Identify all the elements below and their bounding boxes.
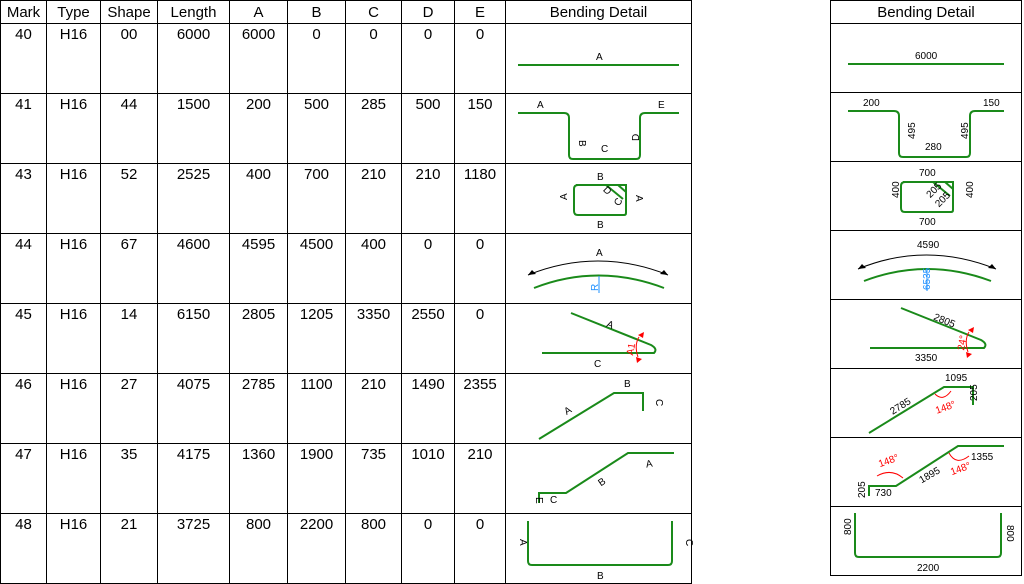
header-bending-detail-dims: Bending Detail (831, 1, 1022, 24)
cell-type: H16 (47, 374, 101, 444)
label-a: A (562, 404, 574, 418)
cell-b: 1900 (288, 444, 346, 514)
dim-right: 800 (1004, 525, 1015, 542)
bending-detail-cell (506, 24, 692, 94)
cell-mark: 45 (1, 304, 47, 374)
cell-c: 210 (346, 374, 402, 444)
dim-arc: 4590 (917, 240, 940, 251)
dim-top: 700 (919, 168, 936, 179)
dim-b: 495 (907, 122, 918, 139)
cell-d: 0 (402, 234, 455, 304)
dim-b: 1895 (917, 465, 943, 487)
table-header-row (1, 1, 692, 24)
bending-detail-cell (506, 374, 692, 444)
dim-diag2: 205 (933, 190, 953, 210)
cell-length: 2525 (158, 164, 230, 234)
header-d: D (402, 1, 455, 24)
cell-type: H16 (47, 234, 101, 304)
bar-line (539, 453, 674, 503)
table-row (831, 93, 1022, 162)
cell-e: 0 (455, 304, 506, 374)
cell-a: 1360 (230, 444, 288, 514)
cell-type: H16 (47, 304, 101, 374)
dimension-diagram-35 (831, 438, 1021, 506)
header-length: Length (158, 1, 230, 24)
table-row (831, 369, 1022, 438)
cell-e: 150 (455, 94, 506, 164)
table-row (1, 374, 692, 444)
header-e: E (455, 1, 506, 24)
table-row (831, 24, 1022, 93)
bar-line (539, 393, 643, 439)
dimension-diagram-44 (831, 93, 1021, 161)
shape-diagram-44 (506, 95, 691, 163)
dimension-diagram-27 (831, 369, 1021, 437)
table-row (1, 164, 692, 234)
label-r: R (590, 283, 601, 291)
table-header-row (831, 1, 1022, 24)
cell-type: H16 (47, 24, 101, 94)
cell-a: 200 (230, 94, 288, 164)
cell-c: 0 (346, 24, 402, 94)
dimension-diagram-14 (831, 300, 1021, 368)
label-angle: A1 (625, 341, 639, 356)
dimension-detail-cell (831, 507, 1022, 576)
cell-type: H16 (47, 94, 101, 164)
table-row (1, 444, 692, 514)
dim-diag1: 205 (924, 180, 945, 201)
shape-diagram-14 (506, 305, 691, 373)
dimension-detail-cell (831, 369, 1022, 438)
header-mark: Mark (1, 1, 47, 24)
table-row (1, 234, 692, 304)
label-c: C (683, 538, 694, 546)
cell-length: 1500 (158, 94, 230, 164)
dimension-detail-cell (831, 162, 1022, 231)
label-b: B (597, 171, 604, 183)
cell-shape: 21 (101, 514, 158, 584)
dim-c: 730 (875, 488, 892, 499)
dim-bottom: 2200 (917, 563, 940, 574)
shape-diagram-27 (506, 375, 691, 443)
cell-type: H16 (47, 444, 101, 514)
dimension-detail-cell (831, 300, 1022, 369)
label-a: A (517, 538, 528, 546)
bending-detail-cell (506, 234, 692, 304)
bar-line (542, 313, 655, 356)
label-a2: A (633, 194, 644, 202)
cell-length: 3725 (158, 514, 230, 584)
cell-shape: 00 (101, 24, 158, 94)
label-a: A (596, 247, 603, 259)
dim-c: 3350 (915, 353, 938, 364)
dim-angle-2: 148° (949, 460, 973, 479)
label-d: D (600, 184, 614, 198)
dimension-arc (858, 255, 996, 269)
table-row (831, 162, 1022, 231)
dimension-arrows (528, 270, 668, 275)
cell-mark: 41 (1, 94, 47, 164)
cell-c: 210 (346, 164, 402, 234)
header-type: Type (47, 1, 101, 24)
label-a: A (537, 99, 544, 111)
cell-shape: 44 (101, 94, 158, 164)
cell-type: H16 (47, 164, 101, 234)
label-b: B (596, 475, 609, 489)
dimension-detail-cell (831, 438, 1022, 507)
label-b2: B (597, 219, 604, 231)
bar-line (518, 113, 679, 159)
cell-type: H16 (47, 514, 101, 584)
shape-diagram-67 (506, 235, 691, 303)
table-row (1, 24, 692, 94)
header-c: C (346, 1, 402, 24)
dim-angle-1: 148° (877, 452, 901, 471)
dim-d: 495 (960, 122, 971, 139)
cell-e: 0 (455, 514, 506, 584)
dim-e: 150 (983, 98, 1000, 109)
cell-b: 700 (288, 164, 346, 234)
shape-diagram-00 (506, 25, 691, 93)
cell-c: 3350 (346, 304, 402, 374)
header-bending-detail: Bending Detail (506, 1, 692, 24)
cell-b: 0 (288, 24, 346, 94)
table-row (1, 514, 692, 584)
cell-c: 285 (346, 94, 402, 164)
dimension-detail-cell (831, 24, 1022, 93)
dimension-arc (528, 261, 668, 275)
dim-angle: 24° (956, 334, 970, 352)
table-row (831, 507, 1022, 576)
label-c: C (612, 195, 626, 208)
cell-a: 4595 (230, 234, 288, 304)
bending-detail-cell (506, 444, 692, 514)
dim-a: 6000 (915, 51, 938, 62)
bending-detail-cell (506, 94, 692, 164)
dim-bottom: 700 (919, 217, 936, 228)
cell-a: 2805 (230, 304, 288, 374)
cell-e: 0 (455, 24, 506, 94)
cell-d: 0 (402, 514, 455, 584)
bar-line (528, 521, 672, 565)
label-b: B (576, 139, 587, 147)
label-a: A (604, 318, 616, 332)
bending-detail-cell (506, 304, 692, 374)
cell-shape: 52 (101, 164, 158, 234)
dim-a: 2805 (931, 312, 957, 331)
label-d: D (631, 133, 642, 141)
cell-e: 0 (455, 234, 506, 304)
cell-c: 735 (346, 444, 402, 514)
dimension-diagram-21 (831, 507, 1021, 575)
dimension-diagram-67 (831, 231, 1021, 299)
cell-shape: 35 (101, 444, 158, 514)
dim-left: 400 (891, 181, 902, 198)
dimension-detail-cell (831, 93, 1022, 162)
label-c: C (653, 398, 664, 406)
label-c: C (594, 358, 602, 370)
label-b: B (624, 378, 631, 390)
table-row (831, 300, 1022, 369)
dimension-detail-cell (831, 231, 1022, 300)
cell-d: 1490 (402, 374, 455, 444)
label-a: A (645, 458, 654, 471)
cell-d: 1010 (402, 444, 455, 514)
cell-d: 2550 (402, 304, 455, 374)
cell-b: 2200 (288, 514, 346, 584)
cell-length: 6000 (158, 24, 230, 94)
bar-line (855, 513, 1001, 557)
dim-a: 200 (863, 98, 880, 109)
cell-length: 4175 (158, 444, 230, 514)
cell-shape: 14 (101, 304, 158, 374)
cell-mark: 43 (1, 164, 47, 234)
angle-arc-1 (877, 472, 903, 478)
cell-a: 2785 (230, 374, 288, 444)
cell-b: 500 (288, 94, 346, 164)
dimension-diagram-52 (831, 162, 1021, 230)
label-e: E (533, 496, 544, 504)
dim-c: 205 (969, 384, 980, 401)
table-row (1, 304, 692, 374)
shape-diagram-52 (506, 165, 691, 233)
label-a: A (559, 192, 570, 200)
cell-e: 210 (455, 444, 506, 514)
dim-b: 1095 (945, 373, 968, 384)
cell-length: 6150 (158, 304, 230, 374)
label-e: E (658, 99, 665, 111)
cell-a: 800 (230, 514, 288, 584)
cell-e: 1180 (455, 164, 506, 234)
dim-a: 2785 (888, 396, 914, 418)
table-row (831, 438, 1022, 507)
table-row (1, 94, 692, 164)
cell-mark: 40 (1, 24, 47, 94)
dim-e: 205 (857, 481, 868, 498)
header-shape: Shape (101, 1, 158, 24)
cell-mark: 46 (1, 374, 47, 444)
bending-detail-cell (506, 514, 692, 584)
bending-detail-cell (506, 164, 692, 234)
label-b: B (597, 570, 604, 582)
cell-d: 210 (402, 164, 455, 234)
cell-e: 2355 (455, 374, 506, 444)
bar-line (869, 387, 973, 433)
label-a: A (596, 51, 603, 63)
dimension-diagram-00 (831, 24, 1021, 92)
cell-b: 1205 (288, 304, 346, 374)
label-c: C (601, 143, 609, 155)
header-a: A (230, 1, 288, 24)
shape-diagram-21 (506, 515, 694, 583)
cell-length: 4600 (158, 234, 230, 304)
cell-b: 4500 (288, 234, 346, 304)
dim-radius: 6535 (922, 267, 933, 290)
shape-diagram-35 (506, 445, 691, 513)
dim-a: 1355 (971, 452, 994, 463)
dim-right: 400 (965, 181, 976, 198)
label-c: C (550, 494, 558, 506)
cell-c: 800 (346, 514, 402, 584)
cell-d: 500 (402, 94, 455, 164)
cell-shape: 67 (101, 234, 158, 304)
dim-angle: 148° (934, 399, 958, 417)
dim-left: 800 (843, 518, 854, 535)
dim-c: 280 (925, 142, 942, 153)
cell-a: 6000 (230, 24, 288, 94)
cell-a: 400 (230, 164, 288, 234)
table-row (831, 231, 1022, 300)
cell-c: 400 (346, 234, 402, 304)
cell-b: 1100 (288, 374, 346, 444)
cell-d: 0 (402, 24, 455, 94)
header-b: B (288, 1, 346, 24)
cell-mark: 48 (1, 514, 47, 584)
angle-arc-2 (949, 453, 969, 460)
cell-mark: 44 (1, 234, 47, 304)
cell-shape: 27 (101, 374, 158, 444)
cell-length: 4075 (158, 374, 230, 444)
cell-mark: 47 (1, 444, 47, 514)
dimension-detail-table (830, 0, 1022, 576)
